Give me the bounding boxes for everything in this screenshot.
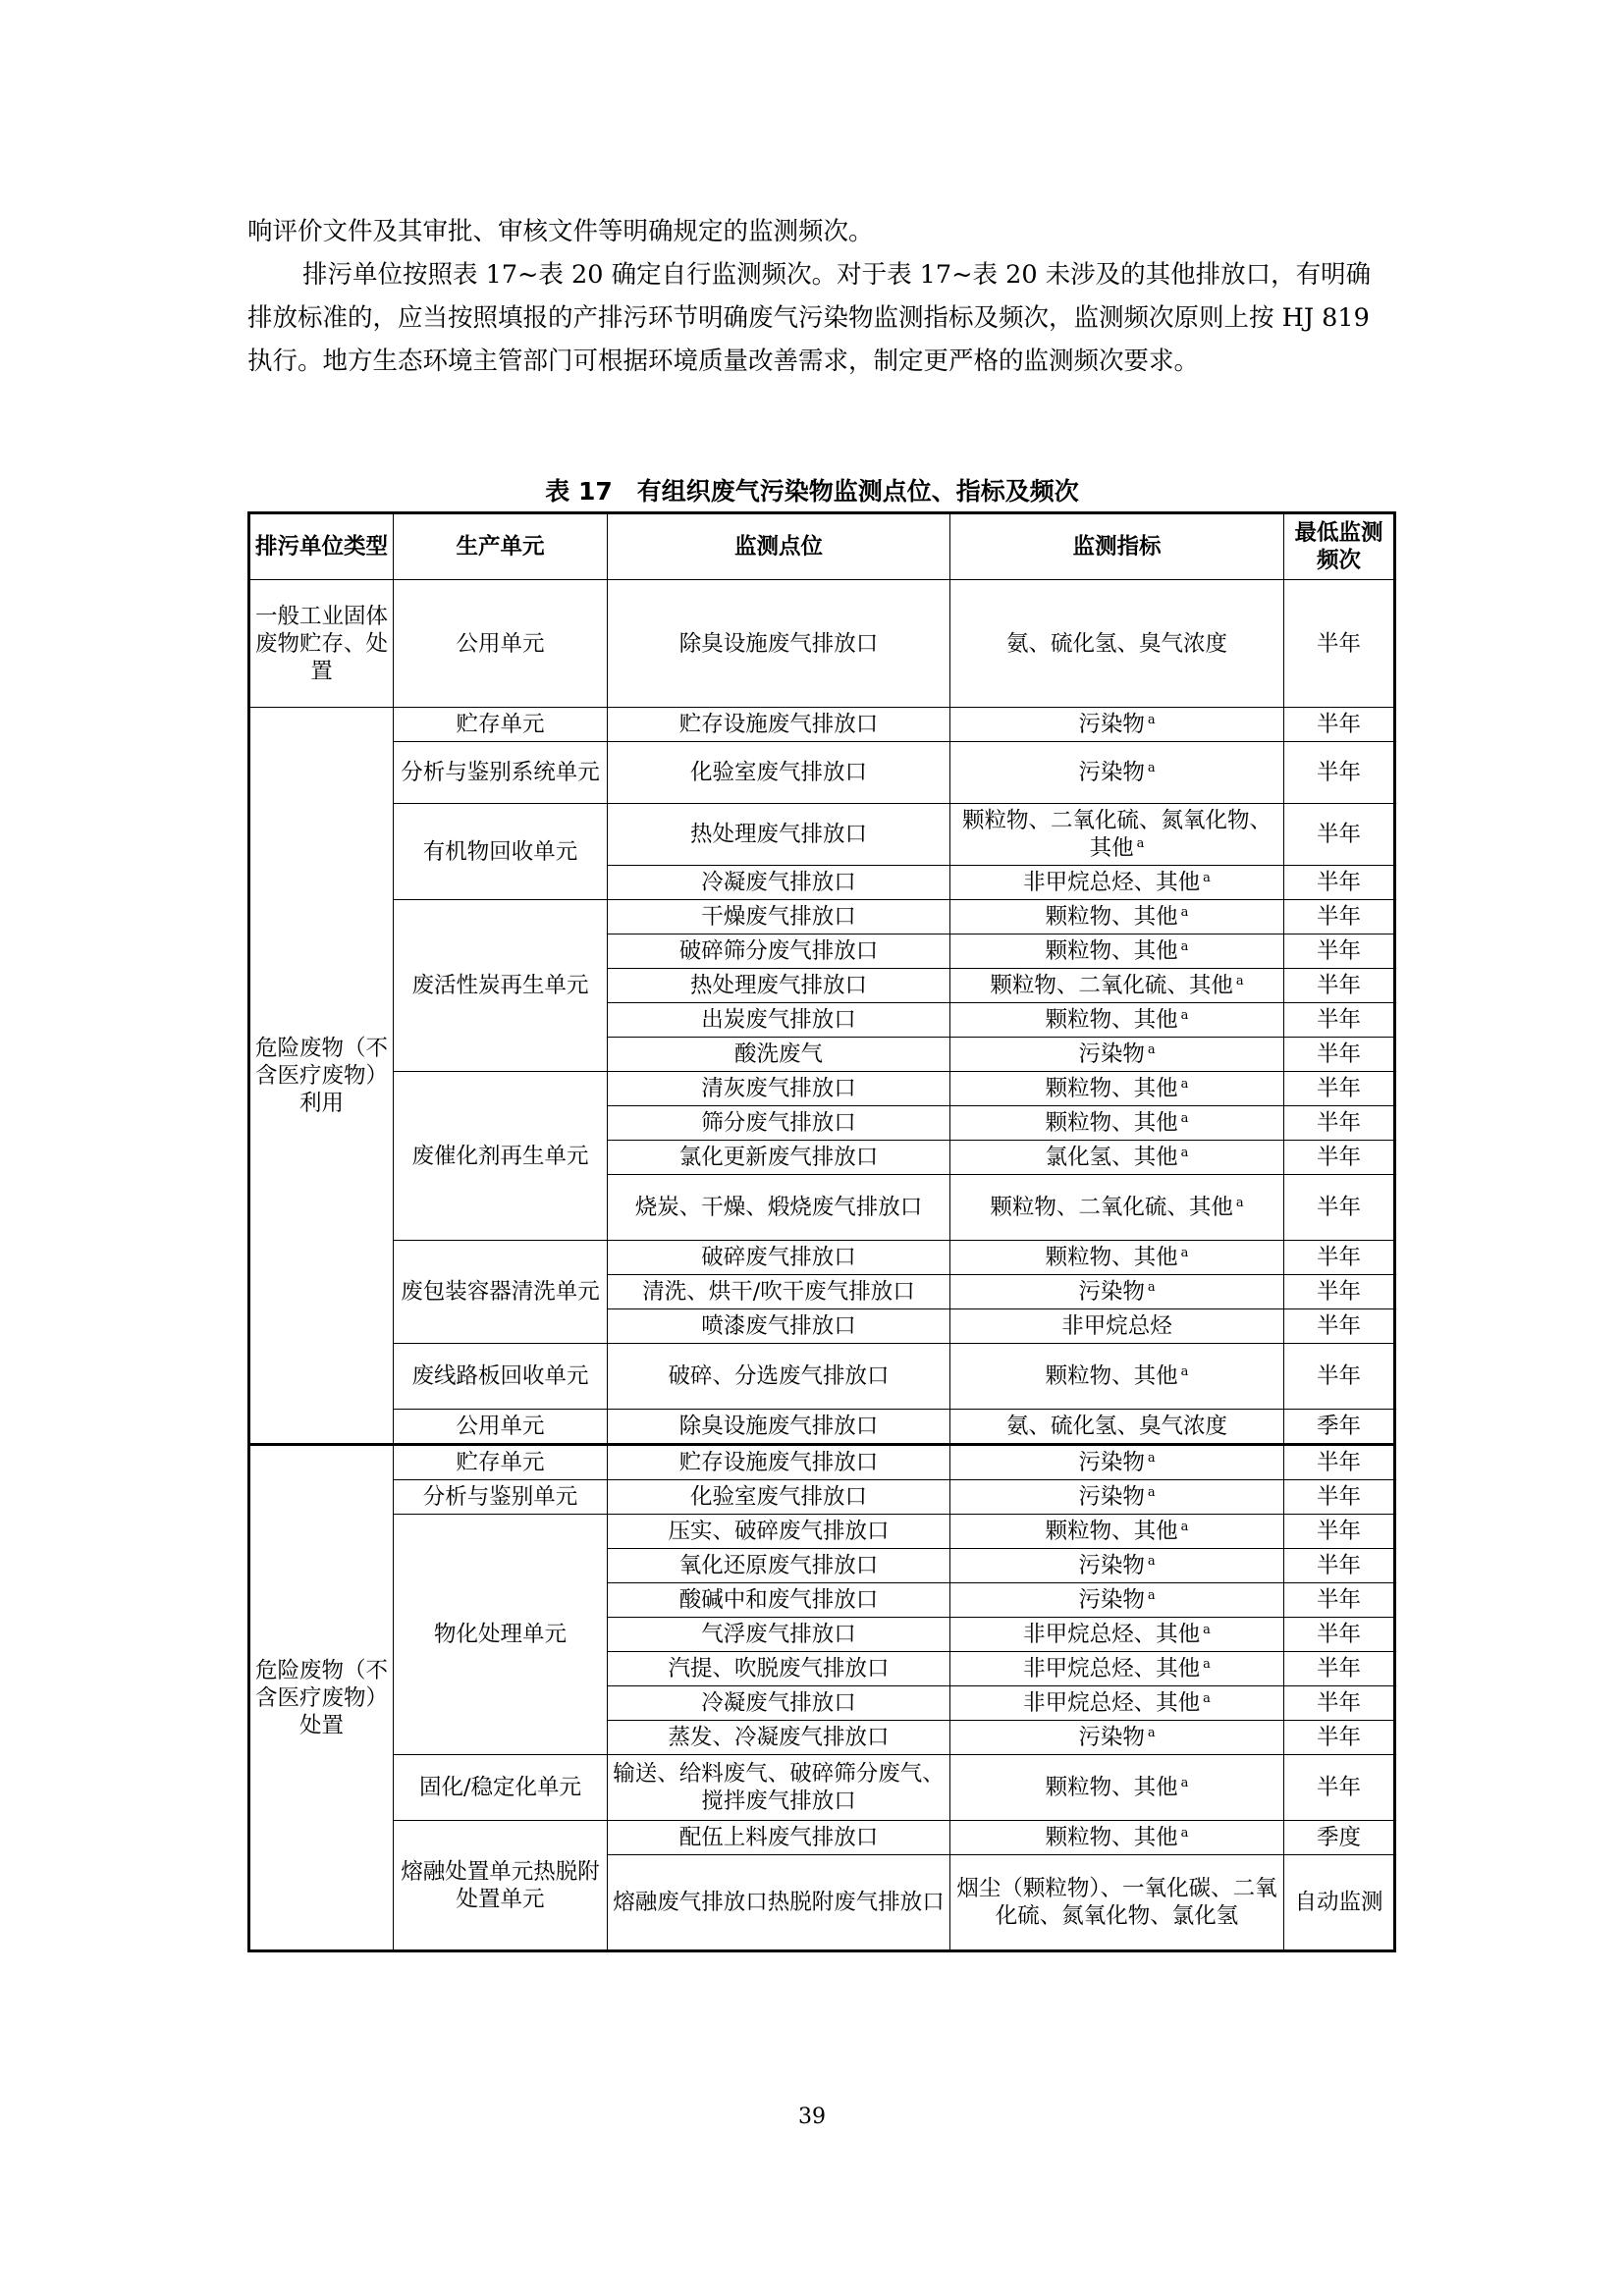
cell-monitoring-point: 气浮废气排放口 <box>608 1618 950 1652</box>
cell-frequency: 半年 <box>1284 1652 1395 1686</box>
cell-frequency: 半年 <box>1284 1309 1395 1344</box>
cell-monitoring-point: 氯化更新废气排放口 <box>608 1141 950 1175</box>
cell-production-unit: 废活性炭再生单元 <box>394 900 608 1072</box>
cell-frequency: 半年 <box>1284 804 1395 866</box>
table-caption: 表 17 有组织废气污染物监测点位、指标及频次 <box>545 477 1079 506</box>
footnote-marker: a <box>1147 1484 1156 1500</box>
footnote-marker: a <box>1180 1145 1189 1160</box>
header-production-unit: 生产单元 <box>394 513 608 580</box>
footnote-marker: a <box>1180 904 1189 920</box>
cell-production-unit: 公用单元 <box>394 580 608 708</box>
table-row <box>249 1515 1395 1549</box>
footnote-marker: a <box>1136 835 1145 851</box>
cell-indicator: 氨、硫化氢、臭气浓度 <box>950 1410 1284 1445</box>
cell-production-unit: 废线路板回收单元 <box>394 1344 608 1410</box>
cell-frequency: 半年 <box>1284 1072 1395 1106</box>
footnote-marker: a <box>1180 1825 1189 1841</box>
cell-indicator: 污染物 $^a$ <box>950 742 1284 804</box>
header-unit-type: 排污单位类型 <box>249 513 394 580</box>
cell-frequency: 自动监测 <box>1284 1855 1395 1951</box>
table-row <box>249 900 1395 934</box>
cell-monitoring-point: 输送、给料废气、破碎筛分废气、搅拌废气排放口 <box>608 1755 950 1821</box>
footnote-marker: a <box>1180 1363 1189 1379</box>
header-monitoring-indicator: 监测指标 <box>950 513 1284 580</box>
paragraph-frequency-rules: 排污单位按照表 17~表 20 确定自行监测频次。对于表 17~表 20 未涉及的其他排放口，有明确排放标准的，应当按照填报的产排污环节明确废气污染物监测指标及频次，监测频次原则上按 HJ 819 执行。地方生态环境主管部门可根据环境质量改善需求，制定更严格的监测频次要求。 <box>247 260 1372 376</box>
cell-frequency: 半年 <box>1284 1618 1395 1652</box>
cell-production-unit: 有机物回收单元 <box>394 804 608 900</box>
cell-indicator: 污染物 $^a$ <box>950 1275 1284 1309</box>
cell-monitoring-point: 贮存设施废气排放口 <box>608 708 950 742</box>
footnote-marker: a <box>1180 1775 1189 1790</box>
cell-indicator: 颗粒物、二氧化硫、其他 $^a$ <box>950 969 1284 1003</box>
cell-production-unit: 分析与鉴别单元 <box>394 1480 608 1515</box>
cell-monitoring-point: 冷凝废气排放口 <box>608 866 950 900</box>
footnote-marker: a <box>1147 1041 1156 1057</box>
cell-monitoring-point: 冷凝废气排放口 <box>608 1686 950 1721</box>
cell-monitoring-point: 贮存设施废气排放口 <box>608 1445 950 1480</box>
table-row <box>249 1480 1395 1515</box>
cell-monitoring-point: 破碎筛分废气排放口 <box>608 934 950 969</box>
cell-frequency: 半年 <box>1284 1175 1395 1241</box>
cell-frequency: 半年 <box>1284 1755 1395 1821</box>
monitoring-table <box>247 511 1396 1952</box>
footnote-marker: a <box>1235 1195 1244 1210</box>
cell-monitoring-point: 配伍上料废气排放口 <box>608 1821 950 1855</box>
footnote-marker: a <box>1235 973 1244 988</box>
paragraph-continuation: 响评价文件及其审批、审核文件等明确规定的监测频次。 <box>247 217 874 246</box>
cell-indicator: 污染物 $^a$ <box>950 1445 1284 1480</box>
cell-indicator: 颗粒物、其他 $^a$ <box>950 1072 1284 1106</box>
cell-unit-type: 危险废物（不含医疗废物）处置 <box>249 1445 394 1951</box>
table-row <box>249 1755 1395 1821</box>
cell-indicator: 污染物 $^a$ <box>950 1038 1284 1072</box>
cell-frequency: 半年 <box>1284 742 1395 804</box>
cell-production-unit: 贮存单元 <box>394 1445 608 1480</box>
cell-indicator: 非甲烷总烃、其他 $^a$ <box>950 1686 1284 1721</box>
cell-monitoring-point: 蒸发、冷凝废气排放口 <box>608 1721 950 1755</box>
cell-production-unit: 分析与鉴别系统单元 <box>394 742 608 804</box>
footnote-marker: a <box>1147 712 1156 727</box>
cell-indicator: 非甲烷总烃、其他 $^a$ <box>950 866 1284 900</box>
cell-indicator: 颗粒物、其他 $^a$ <box>950 1344 1284 1410</box>
cell-unit-type: 危险废物（不含医疗废物）利用 <box>249 708 394 1445</box>
cell-indicator: 颗粒物、其他 $^a$ <box>950 1106 1284 1141</box>
table-row <box>249 1241 1395 1275</box>
cell-monitoring-point: 熔融废气排放口热脱附废气排放口 <box>608 1855 950 1951</box>
cell-monitoring-point: 破碎废气排放口 <box>608 1241 950 1275</box>
cell-monitoring-point: 热处理废气排放口 <box>608 804 950 866</box>
cell-frequency: 季度 <box>1284 1821 1395 1855</box>
cell-production-unit: 废包装容器清洗单元 <box>394 1241 608 1344</box>
cell-indicator: 非甲烷总烃、其他 $^a$ <box>950 1652 1284 1686</box>
footnote-marker: a <box>1180 1110 1189 1126</box>
cell-frequency: 半年 <box>1284 866 1395 900</box>
cell-monitoring-point: 汽提、吹脱废气排放口 <box>608 1652 950 1686</box>
cell-indicator: 污染物 $^a$ <box>950 1549 1284 1583</box>
cell-frequency: 半年 <box>1284 580 1395 708</box>
cell-frequency: 半年 <box>1284 900 1395 934</box>
cell-production-unit: 公用单元 <box>394 1410 608 1445</box>
table-row <box>249 580 1395 708</box>
cell-monitoring-point: 干燥废气排放口 <box>608 900 950 934</box>
cell-frequency: 半年 <box>1284 708 1395 742</box>
cell-frequency: 半年 <box>1284 1445 1395 1480</box>
footnote-marker: a <box>1203 1622 1211 1637</box>
cell-monitoring-point: 除臭设施废气排放口 <box>608 1410 950 1445</box>
footnote-marker: a <box>1147 1450 1156 1466</box>
cell-indicator: 非甲烷总烃、其他 $^a$ <box>950 1618 1284 1652</box>
cell-production-unit: 贮存单元 <box>394 708 608 742</box>
table-row <box>249 742 1395 804</box>
cell-indicator: 颗粒物、其他 $^a$ <box>950 1821 1284 1855</box>
cell-monitoring-point: 酸洗废气 <box>608 1038 950 1072</box>
cell-production-unit: 固化/稳定化单元 <box>394 1755 608 1821</box>
footnote-marker: a <box>1147 1587 1156 1603</box>
table-row <box>249 1821 1395 1855</box>
cell-indicator: 颗粒物、其他 $^a$ <box>950 1515 1284 1549</box>
cell-monitoring-point: 清灰废气排放口 <box>608 1072 950 1106</box>
table-row <box>249 1410 1395 1445</box>
cell-monitoring-point: 酸碱中和废气排放口 <box>608 1583 950 1618</box>
cell-indicator: 氯化氢、其他 $^a$ <box>950 1141 1284 1175</box>
cell-frequency: 半年 <box>1284 1141 1395 1175</box>
footnote-marker: a <box>1147 1553 1156 1569</box>
table-row <box>249 804 1395 866</box>
footnote-marker: a <box>1180 1519 1189 1534</box>
cell-frequency: 半年 <box>1284 1480 1395 1515</box>
cell-frequency: 半年 <box>1284 1583 1395 1618</box>
header-min-frequency: 最低监测频次 <box>1284 513 1395 580</box>
cell-monitoring-point: 除臭设施废气排放口 <box>608 580 950 708</box>
table-row <box>249 1445 1395 1480</box>
cell-frequency: 半年 <box>1284 1549 1395 1583</box>
cell-frequency: 半年 <box>1284 934 1395 969</box>
footnote-marker: a <box>1180 938 1189 954</box>
cell-indicator: 氨、硫化氢、臭气浓度 <box>950 580 1284 708</box>
cell-monitoring-point: 清洗、烘干/吹干废气排放口 <box>608 1275 950 1309</box>
table-row <box>249 1344 1395 1410</box>
cell-monitoring-point: 喷漆废气排放口 <box>608 1309 950 1344</box>
footnote-marker: a <box>1147 1725 1156 1740</box>
footnote-marker: a <box>1203 1690 1211 1706</box>
cell-frequency: 半年 <box>1284 969 1395 1003</box>
cell-frequency: 半年 <box>1284 1721 1395 1755</box>
cell-monitoring-point: 筛分废气排放口 <box>608 1106 950 1141</box>
footnote-marker: a <box>1180 1007 1189 1023</box>
cell-indicator: 非甲烷总烃 <box>950 1309 1284 1344</box>
cell-indicator: 颗粒物、二氧化硫、其他 $^a$ <box>950 1175 1284 1241</box>
cell-monitoring-point: 烧炭、干燥、煅烧废气排放口 <box>608 1175 950 1241</box>
cell-monitoring-point: 热处理废气排放口 <box>608 969 950 1003</box>
footnote-marker: a <box>1180 1076 1189 1092</box>
cell-production-unit: 废催化剂再生单元 <box>394 1072 608 1241</box>
page-number: 39 <box>798 2105 826 2129</box>
cell-indicator: 颗粒物、其他 $^a$ <box>950 1755 1284 1821</box>
cell-indicator: 颗粒物、二氧化硫、氮氧化物、其他 $^a$ <box>950 804 1284 866</box>
table-row <box>249 708 1395 742</box>
table-header-row <box>249 513 1395 580</box>
cell-indicator: 污染物 $^a$ <box>950 1721 1284 1755</box>
cell-frequency: 季年 <box>1284 1410 1395 1445</box>
cell-indicator: 颗粒物、其他 $^a$ <box>950 1003 1284 1038</box>
cell-monitoring-point: 氧化还原废气排放口 <box>608 1549 950 1583</box>
cell-monitoring-point: 化验室废气排放口 <box>608 742 950 804</box>
cell-frequency: 半年 <box>1284 1515 1395 1549</box>
header-monitoring-point: 监测点位 <box>608 513 950 580</box>
cell-monitoring-point: 化验室废气排放口 <box>608 1480 950 1515</box>
footnote-marker: a <box>1180 1245 1189 1260</box>
cell-frequency: 半年 <box>1284 1686 1395 1721</box>
footnote-marker: a <box>1203 870 1211 885</box>
cell-indicator: 颗粒物、其他 $^a$ <box>950 934 1284 969</box>
cell-frequency: 半年 <box>1284 1106 1395 1141</box>
cell-frequency: 半年 <box>1284 1003 1395 1038</box>
cell-unit-type: 一般工业固体废物贮存、处置 <box>249 580 394 708</box>
cell-production-unit: 物化处理单元 <box>394 1515 608 1755</box>
cell-frequency: 半年 <box>1284 1275 1395 1309</box>
table-row <box>249 1072 1395 1106</box>
cell-production-unit: 熔融处置单元热脱附处置单元 <box>394 1821 608 1951</box>
footnote-marker: a <box>1203 1656 1211 1672</box>
cell-indicator: 颗粒物、其他 $^a$ <box>950 1241 1284 1275</box>
cell-indicator: 污染物 $^a$ <box>950 708 1284 742</box>
footnote-marker: a <box>1147 760 1156 775</box>
footnote-marker: a <box>1147 1279 1156 1295</box>
cell-monitoring-point: 破碎、分选废气排放口 <box>608 1344 950 1410</box>
cell-frequency: 半年 <box>1284 1241 1395 1275</box>
cell-indicator: 污染物 $^a$ <box>950 1583 1284 1618</box>
cell-frequency: 半年 <box>1284 1038 1395 1072</box>
cell-monitoring-point: 出炭废气排放口 <box>608 1003 950 1038</box>
cell-monitoring-point: 压实、破碎废气排放口 <box>608 1515 950 1549</box>
cell-indicator: 污染物 $^a$ <box>950 1480 1284 1515</box>
cell-indicator: 颗粒物、其他 $^a$ <box>950 900 1284 934</box>
cell-frequency: 半年 <box>1284 1344 1395 1410</box>
cell-indicator: 烟尘（颗粒物）、一氧化碳、二氧化硫、氮氧化物、氯化氢 <box>950 1855 1284 1951</box>
